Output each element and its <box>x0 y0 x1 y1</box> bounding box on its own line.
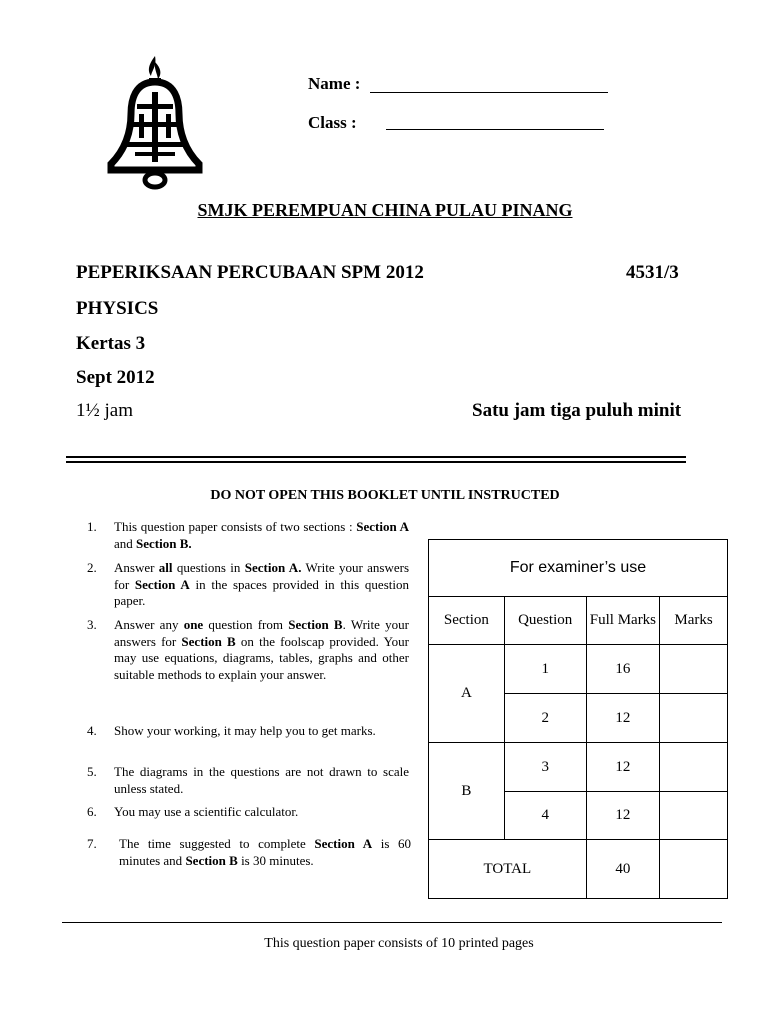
school-name: SMJK PEREMPUAN CHINA PULAU PINANG <box>197 200 573 220</box>
class-label: Class : <box>308 113 357 132</box>
instruction-number: 7. <box>87 836 97 851</box>
instruction-number: 4. <box>87 723 97 738</box>
total-marks-cell[interactable] <box>660 840 728 899</box>
duration-words: Satu jam tiga puluh minit <box>472 400 682 421</box>
marks-cell[interactable] <box>660 694 728 743</box>
header-marks: Marks <box>660 597 728 645</box>
subject: PHYSICS <box>76 298 159 319</box>
marks-cell[interactable] <box>660 743 728 792</box>
section-a-cell: A <box>429 645 505 743</box>
instruction-text: Answer any one question from Section B. Write your answers for Section B on the foolscap provided. Your may use equations, diagrams, tables, graphs and other suitable methods to explain your answer. <box>114 617 409 682</box>
instruction-text: The time suggested to complete Section A is 60 minutes and Section B is 30 minutes. <box>119 836 412 868</box>
total-label: TOTAL <box>429 840 587 899</box>
name-label: Name : <box>308 74 361 93</box>
question-cell: 4 <box>504 792 586 840</box>
instruction-text: Show your working, it may help you to get marks. <box>114 723 376 738</box>
instruction-number: 2. <box>87 560 97 575</box>
full-marks-cell: 16 <box>586 645 660 694</box>
divider-bottom <box>66 461 686 463</box>
question-cell: 1 <box>504 645 586 694</box>
divider-top <box>66 456 686 458</box>
full-marks-cell: 12 <box>586 743 660 792</box>
footer-text: This question paper consists of 10 printed pages <box>264 936 534 951</box>
instruction-number: 6. <box>87 804 97 819</box>
instruction-number: 5. <box>87 764 97 779</box>
instruction-number: 3. <box>87 617 97 632</box>
warning-text: DO NOT OPEN THIS BOOKLET UNTIL INSTRUCTED <box>210 488 560 503</box>
duration: 1½ jam <box>76 400 133 421</box>
total-value: 40 <box>586 840 660 899</box>
paper-number: Kertas 3 <box>76 333 146 354</box>
paper-code: 4531/3 <box>626 262 679 283</box>
marks-cell[interactable] <box>660 792 728 840</box>
header-full-marks: Full Marks <box>586 597 660 645</box>
question-cell: 3 <box>504 743 586 792</box>
full-marks-cell: 12 <box>586 694 660 743</box>
school-crest-logo <box>105 52 205 192</box>
marks-cell[interactable] <box>660 645 728 694</box>
instruction-text: The diagrams in the questions are not drawn to scale unless stated. <box>114 764 409 796</box>
exam-title: PEPERIKSAAN PERCUBAAN SPM 2012 <box>76 262 424 283</box>
header-section: Section <box>429 597 505 645</box>
class-field-line[interactable] <box>386 129 604 130</box>
section-b-cell: B <box>429 743 505 840</box>
instruction-text: This question paper consists of two sections : Section A and Section B. <box>114 519 409 551</box>
full-marks-cell: 12 <box>586 792 660 840</box>
instruction-text: You may use a scientific calculator. <box>114 804 299 819</box>
footer-divider <box>62 922 722 923</box>
header-question: Question <box>504 597 586 645</box>
instruction-text: Answer all questions in Section A. Write your answers for Section A in the spaces provided in this question paper. <box>114 560 409 608</box>
name-field-line[interactable] <box>370 92 608 93</box>
examiner-table-title: For examiner’s use <box>429 540 728 597</box>
question-cell: 2 <box>504 694 586 743</box>
examiner-table <box>428 539 728 898</box>
exam-date: Sept 2012 <box>76 367 155 388</box>
instruction-number: 1. <box>87 519 97 534</box>
